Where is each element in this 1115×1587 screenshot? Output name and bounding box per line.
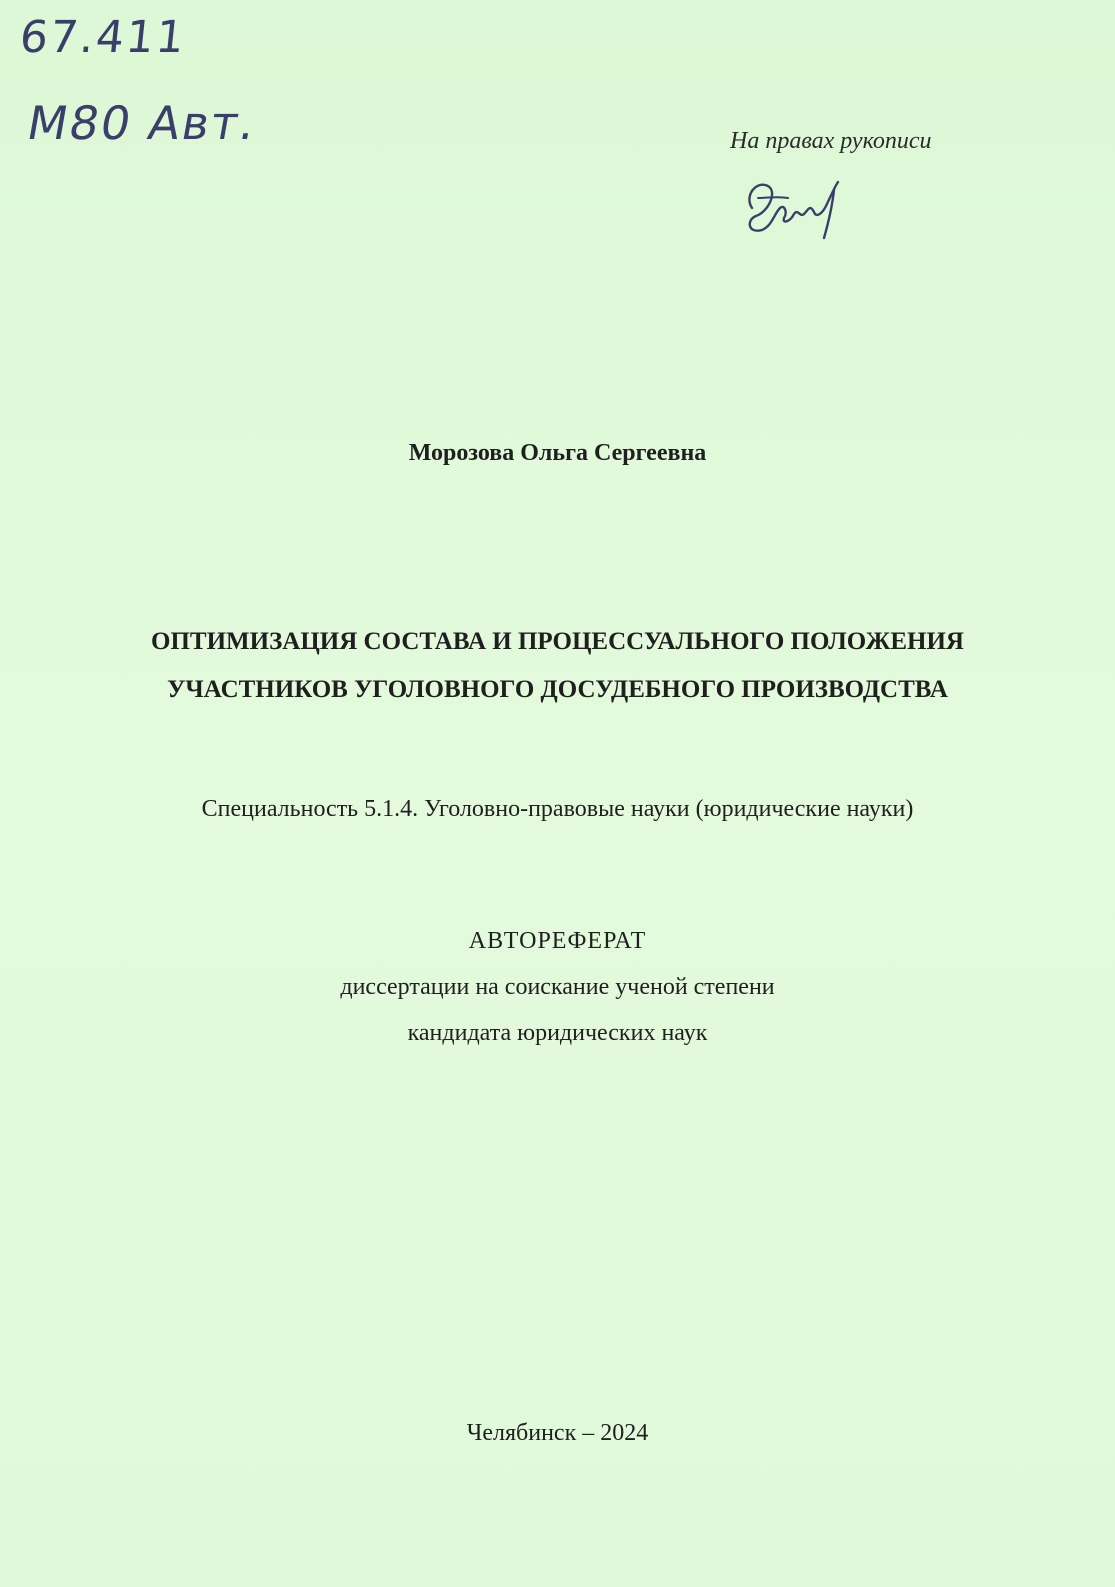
title-line-1: ОПТИМИЗАЦИЯ СОСТАВА И ПРОЦЕССУАЛЬНОГО ПОЛОЖЕНИЯ [151,628,964,655]
title-line-2: УЧАСТНИКОВ УГОЛОВНОГО ДОСУДЕБНОГО ПРОИЗВОДСТВА [167,676,948,703]
signature-icon [738,168,858,244]
city-year: Челябинск – 2024 [466,1420,649,1446]
specialty-line: Специальность 5.1.4. Уголовно-правовые науки (юридические науки) [201,796,914,822]
document-type: АВТОРЕФЕРАТ [468,928,647,954]
author-name: Морозова Ольга Сергеевна [408,440,707,466]
degree-line-1: диссертации на соискание ученой степени [340,974,775,1000]
manuscript-rights-note: На правах рукописи [730,128,932,154]
degree-line-2: кандидата юридических наук [407,1020,708,1046]
dissertation-title [0,618,1115,714]
handwritten-catalog-code: 67.411 [17,12,189,63]
handwritten-shelf-mark: M80 Авт. [23,96,262,150]
